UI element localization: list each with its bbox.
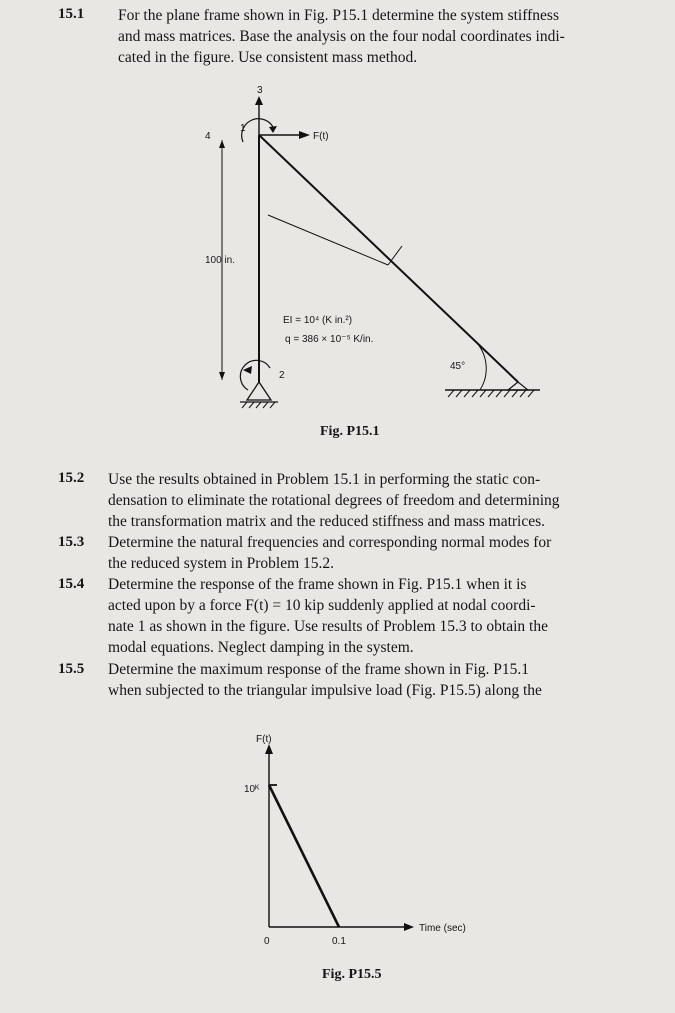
problem-line: Determine the natural frequencies and corresponding normal modes for <box>108 534 552 551</box>
angle-label: 45° <box>450 361 466 372</box>
node-label-3: 3 <box>257 85 263 96</box>
x-axis-arrowhead <box>404 923 414 931</box>
node-label-2: 2 <box>279 370 285 381</box>
y-axis-label: F(t) <box>256 734 272 745</box>
peak-label: 10ᴷ <box>244 784 260 795</box>
problem-line: For the plane frame shown in Fig. P15.1 determine the system stiffness <box>118 7 559 24</box>
problem-line: acted upon by a force F(t) = 10 kip suddenly applied at nodal coordi- <box>108 597 536 614</box>
problem-line: nate 1 as shown in the figure. Use results of Problem 15.3 to obtain the <box>108 618 548 635</box>
figure-caption-p15-5: Fig. P15.5 <box>322 967 382 982</box>
problem-line: densation to eliminate the rotational degrees of freedom and determining <box>108 492 560 509</box>
problem-line: cated in the figure. Use consistent mass method. <box>118 49 418 66</box>
problem-number-15-3: 15.3 <box>58 534 85 550</box>
origin-label: 0 <box>264 936 270 947</box>
end-label: 0.1 <box>332 936 346 947</box>
height-label: 100 in. <box>205 255 236 266</box>
problem-line: and mass matrices. Base the analysis on the four nodal coordinates indi- <box>118 28 565 45</box>
problem-line: Use the results obtained in Problem 15.1 in performing the static con- <box>108 471 541 488</box>
y-axis-arrowhead <box>265 744 273 754</box>
q-label: q = 386 × 10⁻⁵ K/in. <box>285 334 374 345</box>
problem-number-15-4: 15.4 <box>58 576 85 592</box>
problem-line: modal equations. Neglect damping in the system. <box>108 639 414 656</box>
node-label-4: 4 <box>205 131 211 142</box>
load-decay-line <box>269 785 339 927</box>
problem-number-15-1: 15.1 <box>58 6 85 22</box>
problem-line: Determine the maximum response of the frame shown in Fig. P15.1 <box>108 661 530 678</box>
problem-line: Determine the response of the frame shown in Fig. P15.1 when it is <box>108 576 527 593</box>
problem-line: the reduced system in Problem 15.2. <box>108 555 334 572</box>
figure-caption-p15-1: Fig. P15.1 <box>320 424 380 439</box>
force-label: F(t) <box>313 131 329 142</box>
ei-label: EI = 10⁴ (K in.²) <box>283 315 353 326</box>
problem-line: the transformation matrix and the reduced stiffness and mass matrices. <box>108 513 546 530</box>
node-label-1: 1 <box>240 123 246 134</box>
problem-line: when subjected to the triangular impulsive load (Fig. P15.5) along the <box>108 682 542 699</box>
problem-number-15-5: 15.5 <box>58 661 85 677</box>
x-axis-label: Time (sec) <box>419 923 466 934</box>
problem-number-15-2: 15.2 <box>58 470 85 486</box>
